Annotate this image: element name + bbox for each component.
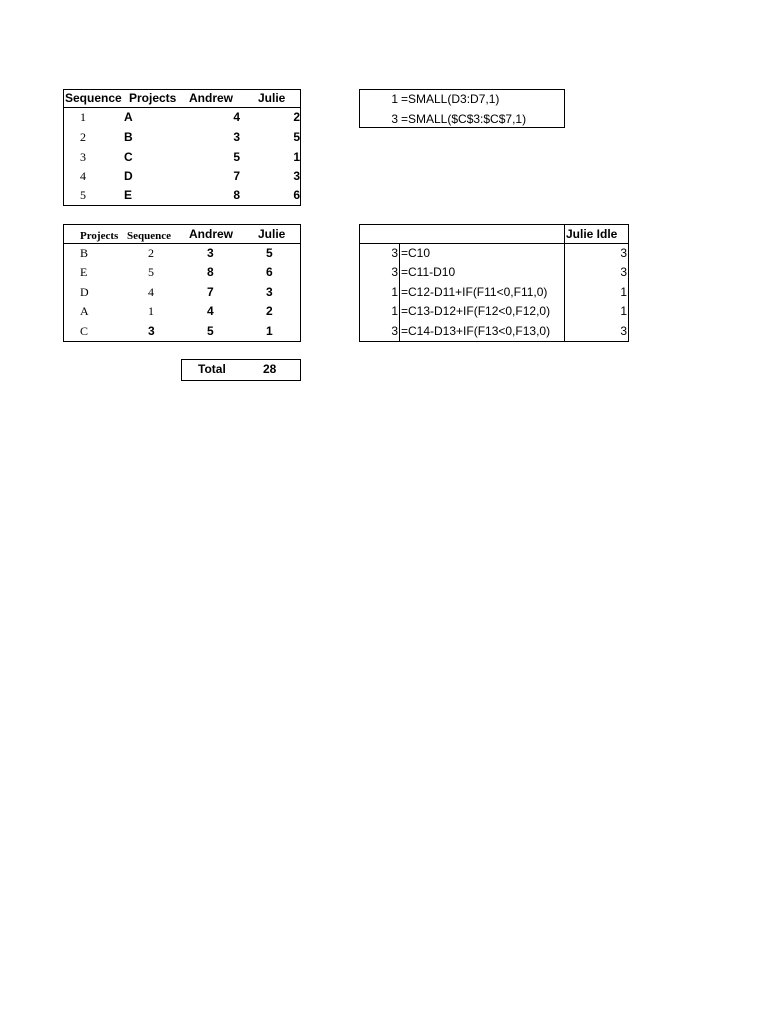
table2-header-andrew: Andrew <box>189 227 234 241</box>
table1-header-sequence: Sequence <box>65 91 122 105</box>
table1-row-proj: A <box>124 110 133 124</box>
table1-header-julie: Julie <box>258 91 286 105</box>
idle-row-idle: 1 <box>620 304 627 318</box>
table2-row-proj: B <box>80 246 89 260</box>
table1-row-proj: D <box>124 169 133 183</box>
table1-header-projects: Projects <box>129 91 177 105</box>
table1-row-andrew: 3 <box>233 130 240 144</box>
table1-row-seq: 4 <box>80 169 86 183</box>
table1-header-andrew: Andrew <box>189 91 234 105</box>
table2-row-andrew: 5 <box>207 324 214 338</box>
table1-row-seq: 2 <box>80 130 86 144</box>
table2-header-sequence: Sequence <box>127 230 171 242</box>
table1-row-andrew: 7 <box>233 169 240 183</box>
idle-row-formula: =C12-D11+IF(F11<0,F11,0) <box>401 285 548 299</box>
idle-row-idle: 3 <box>620 324 627 338</box>
table2-row-proj: E <box>80 265 88 279</box>
table1-row-andrew: 8 <box>233 188 240 202</box>
table2-row-proj: A <box>80 304 89 318</box>
table1-row-julie: 3 <box>293 169 300 183</box>
table1-row-seq: 1 <box>80 110 86 124</box>
idle-row-value: 3 <box>391 324 398 338</box>
idle-row-idle: 3 <box>620 265 627 279</box>
idle-table-header: Julie Idle <box>566 227 618 241</box>
table2-row-proj: D <box>80 285 89 299</box>
table2-row-julie: 5 <box>266 246 273 260</box>
idle-row-formula: =C10 <box>401 246 431 260</box>
idle-row-value: 1 <box>391 285 398 299</box>
formula-box1-formula: =SMALL(D3:D7,1) <box>401 92 500 106</box>
table1-header-divider <box>63 107 301 108</box>
table2-row-seq: 4 <box>148 285 154 299</box>
table1-row-seq: 3 <box>80 150 86 164</box>
table2-row-seq: 2 <box>148 246 154 260</box>
table1-row-julie: 2 <box>293 110 300 124</box>
total-label: Total <box>198 362 226 376</box>
table2-row-andrew: 8 <box>207 265 214 279</box>
table2-row-julie: 1 <box>266 324 273 338</box>
idle-row-formula: =C13-D12+IF(F12<0,F12,0) <box>401 304 551 318</box>
formula-box1-value: 3 <box>391 112 398 126</box>
table1-row-proj: C <box>124 150 133 164</box>
table2-header-projects: Projects <box>80 230 119 242</box>
table2-header-julie: Julie <box>258 227 286 241</box>
formula-box1-formula: =SMALL($C$3:$C$7,1) <box>401 112 527 126</box>
table2-row-seq: 1 <box>148 304 154 318</box>
table2-header-divider <box>63 243 301 244</box>
table2-row-julie: 3 <box>266 285 273 299</box>
table1-row-seq: 5 <box>80 188 86 202</box>
table1-row-julie: 5 <box>293 130 300 144</box>
table1-row-julie: 6 <box>293 188 300 202</box>
table2-row-julie: 6 <box>266 265 273 279</box>
idle-row-idle: 3 <box>620 246 627 260</box>
table1-row-andrew: 5 <box>233 150 240 164</box>
idle-table-divider-idle <box>564 224 565 342</box>
idle-row-idle: 1 <box>620 285 627 299</box>
table2-row-seq: 5 <box>148 265 154 279</box>
table2-row-seq: 3 <box>148 324 155 338</box>
total-value: 28 <box>263 362 277 376</box>
idle-row-value: 3 <box>391 246 398 260</box>
table1-row-proj: B <box>124 130 133 144</box>
idle-row-value: 3 <box>391 265 398 279</box>
table2-row-andrew: 4 <box>207 304 214 318</box>
formula-box1-value: 1 <box>391 92 398 106</box>
table2-row-proj: C <box>80 324 89 338</box>
table1-row-julie: 1 <box>293 150 300 164</box>
idle-row-formula: =C14-D13+IF(F13<0,F13,0) <box>401 324 551 338</box>
idle-table-divider-value <box>399 243 400 342</box>
idle-row-formula: =C11-D10 <box>401 265 456 279</box>
table1-row-proj: E <box>124 188 133 202</box>
table2-row-andrew: 7 <box>207 285 214 299</box>
table2-row-julie: 2 <box>266 304 273 318</box>
idle-row-value: 1 <box>391 304 398 318</box>
table1-row-andrew: 4 <box>233 110 240 124</box>
table2-row-andrew: 3 <box>207 246 214 260</box>
